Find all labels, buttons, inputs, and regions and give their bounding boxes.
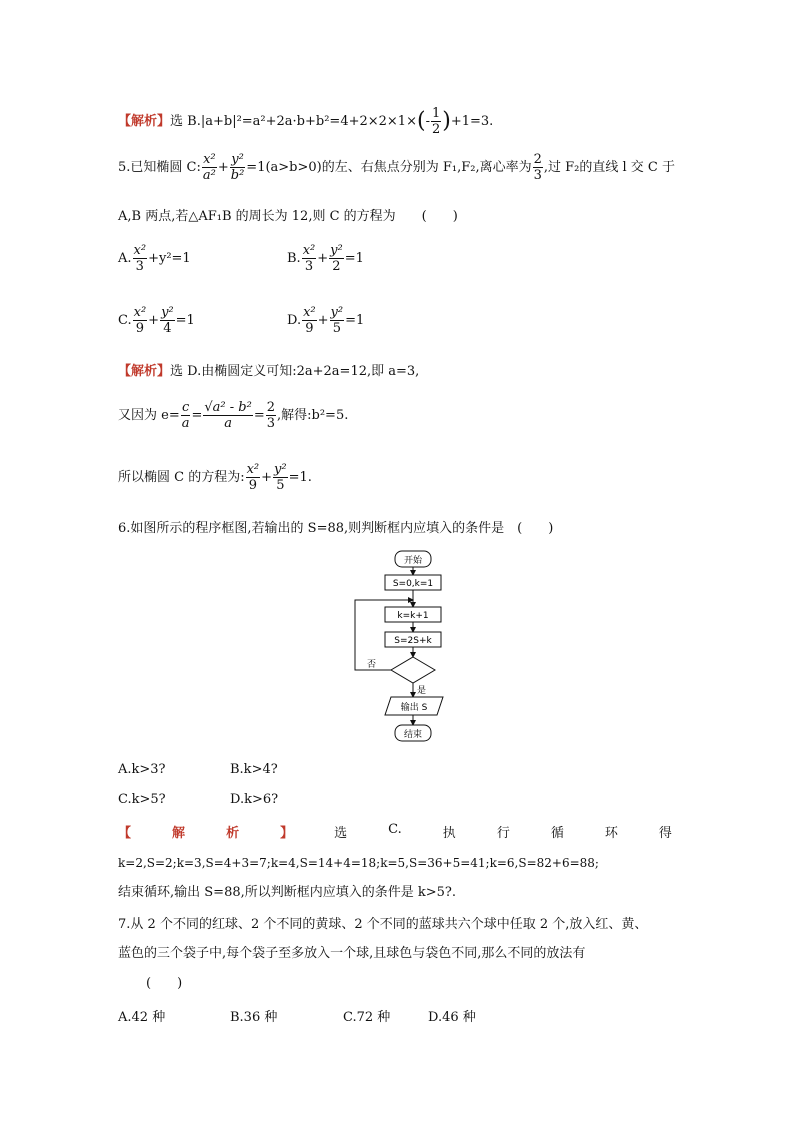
option-fraction [329, 243, 344, 274]
analysis-prefix: 所以椭圆 C 的方程为: [118, 470, 245, 485]
frac-num: x² [302, 243, 316, 258]
flow-yes-label: 是 [417, 686, 427, 696]
word: 得 [658, 826, 672, 841]
analysis-tag: 【解析】 [118, 364, 171, 379]
q6-option-b: B.k>4? [230, 762, 278, 777]
q6-option-a: A.k>3? [118, 762, 166, 777]
fraction-y2-b2 [230, 152, 246, 183]
frac-den: 4 [160, 320, 175, 336]
fraction-one-half [431, 106, 441, 137]
q6-option-c: C.k>5? [118, 792, 166, 807]
flow-step-k-label: k=k+1 [397, 611, 429, 621]
flowchart [345, 545, 455, 745]
frac-den: 5 [330, 320, 345, 336]
tag-char: 【 [118, 826, 132, 841]
option-label: C. [118, 313, 132, 328]
q6-stem: 6.如图所示的程序框图,若输出的 S=88,则判断框内应填入的条件是 ( ) [118, 521, 554, 536]
frac-den: 9 [302, 320, 317, 336]
q4-analysis-line [118, 106, 493, 137]
flow-no-label: 否 [367, 660, 377, 670]
equals: = [253, 408, 265, 423]
frac-num: y² [231, 152, 244, 167]
q6-analysis-line2: k=2,S=2;k=3,S=4+3=7;k=4,S=14+4=18;k=5,S=36+5=41;k=6,S=82+6=88; [118, 856, 599, 870]
flow-decision [391, 657, 435, 683]
frac-num: x² [246, 462, 260, 477]
plus-sign: + [217, 160, 229, 175]
word: 执 [442, 826, 456, 841]
right-paren: ) [442, 108, 451, 134]
q5-stem-line2: A,B 两点,若△AF₁B 的周长为 12,则 C 的方程为 ( ) [118, 209, 458, 224]
frac-num: y² [330, 305, 344, 320]
analysis-prefix: 又因为 e= [118, 408, 180, 423]
option-label: B. [287, 251, 301, 266]
option-fraction [302, 243, 317, 274]
q5-middle: =1(a>b>0)的左、右焦点分别为 F₁,F₂,离心率为 [246, 160, 532, 175]
flow-init-label: S=0,k=1 [392, 579, 434, 589]
fraction-sqrt [203, 400, 252, 431]
frac-den: 3 [266, 416, 276, 431]
option-rest: =1 [175, 313, 195, 328]
q5-option-d: D. $\frac{\text{x²}}{9}$ + $\frac{\text{y²}}{5}$ =1 [287, 305, 365, 336]
frac-num: 1 [431, 106, 441, 121]
frac-num: 2 [533, 152, 542, 167]
frac-num: x² [303, 305, 316, 320]
word: 选 [334, 826, 348, 841]
frac-den: a [203, 415, 252, 431]
q5-option-b: B. $\frac{\text{x²}}{3}$ + $\frac{\text{y²}}{2}$ =1 [287, 243, 364, 274]
frac-den: b² [230, 168, 245, 183]
frac-num: y² [161, 305, 174, 320]
minus-sign: - [425, 114, 430, 129]
frac-den: 3 [533, 168, 542, 183]
tag-char: 析 [226, 826, 240, 841]
fraction-2-3 [533, 152, 543, 183]
option-rest: =1 [345, 313, 365, 328]
frac-num: c [181, 400, 190, 415]
flow-end-label: 结束 [403, 730, 423, 740]
option-fraction [302, 305, 317, 336]
q6-analysis-line3: 结束循环,输出 S=88,所以判断框内应填入的条件是 k>5?. [118, 885, 457, 900]
q7-line2: 蓝色的三个袋子中,每个袋子至多放入一个球,且球色与袋色不同,那么不同的放法有 [118, 946, 586, 961]
frac-num: 2 [266, 400, 276, 415]
choice-text: 选 B. [170, 114, 201, 129]
analysis-tag: 【解析】 [118, 114, 171, 129]
frac-den: 9 [133, 320, 148, 336]
left-paren: ( [416, 108, 426, 134]
q7-line1: 7.从 2 个不同的红球、2 个不同的黄球、2 个不同的蓝球共六个球中任取 2 个,放入红、黄、 [118, 917, 648, 932]
expression-suffix: +1=3. [450, 114, 494, 129]
q5-option-c: C. $\frac{\text{x²}}{9}$ + $\frac{\text{y²}}{4}$ =1 [118, 305, 195, 336]
option-fraction [133, 243, 148, 274]
frac-den: a² [202, 168, 216, 183]
tag-char: 解 [172, 826, 186, 841]
q5-suffix: ,过 F₂的直线 l 交 C 于 [543, 160, 676, 175]
fraction-2-3 [266, 400, 276, 431]
option-rest: +y²=1 [148, 251, 191, 266]
flow-output-label: 输出 S [400, 703, 428, 713]
q6-analysis-line1 [118, 822, 672, 841]
q5-option-a [118, 243, 191, 274]
frac-den: 3 [133, 258, 148, 274]
q5-prefix: 5.已知椭圆 C: [118, 160, 201, 175]
q7-option-b: B.36 种 [230, 1010, 278, 1025]
fraction-x2-9 [246, 462, 261, 493]
option-fraction [160, 305, 175, 336]
frac-num: x² [203, 152, 216, 167]
option-fraction [133, 305, 148, 336]
word: 循 [550, 826, 564, 841]
word: 环 [604, 826, 618, 841]
option-fraction [330, 305, 345, 336]
q7-option-a: A.42 种 [118, 1010, 166, 1025]
q6-option-d: D.k>6? [230, 792, 279, 807]
q7-option-c: C.72 种 [343, 1010, 391, 1025]
word: C. [388, 822, 402, 837]
analysis-text: 选 D.由椭圆定义可知:2a+2a=12,即 a=3, [170, 364, 420, 379]
frac-den: 3 [302, 258, 317, 274]
analysis-suffix: =1. [288, 470, 312, 485]
tag-char: 】 [280, 826, 294, 841]
frac-den: 2 [329, 258, 344, 274]
frac-num: x² [133, 243, 147, 258]
q5-stem-line1 [118, 152, 675, 183]
flow-step-s-label: S=2S+k [394, 636, 432, 646]
frac-den: a [181, 416, 190, 431]
flow-start-label: 开始 [403, 556, 423, 566]
frac-den: 2 [431, 122, 441, 137]
frac-num: y² [274, 462, 287, 477]
frac-num: y² [330, 243, 343, 258]
expression: |a+b|²=a²+2a·b+b²=4+2×2×1× [200, 114, 417, 129]
frac-den: 9 [246, 477, 261, 493]
fraction-c-a [181, 400, 191, 431]
word: 行 [496, 826, 510, 841]
option-label: D. [287, 313, 302, 328]
frac-den: 5 [273, 477, 288, 493]
q7-option-d: D.46 种 [428, 1010, 476, 1025]
q7-line3: ( ) [146, 976, 183, 991]
q5-analysis-line3: 所以椭圆 C 的方程为: $\frac{\text{x²}}{9}$ + $\frac{\text{y²}}{5}$ =1. [118, 462, 312, 493]
option-rest: =1 [344, 251, 364, 266]
option-label: A. [118, 251, 132, 266]
fraction-x2-a2 [202, 152, 217, 183]
analysis-suffix: ,解得:b²=5. [277, 408, 349, 423]
frac-num: x² [133, 305, 147, 320]
q5-analysis-line1 [118, 365, 419, 378]
fraction-y2-5 [273, 462, 288, 493]
q5-analysis-line2: 又因为 e= $\frac{c}{a}$ = $\frac{\text{√a² - b²}}{a}$ = $\frac{2}{3}$ ,解得:b²=5. [118, 400, 349, 431]
frac-num: √a² - b² [204, 400, 252, 415]
